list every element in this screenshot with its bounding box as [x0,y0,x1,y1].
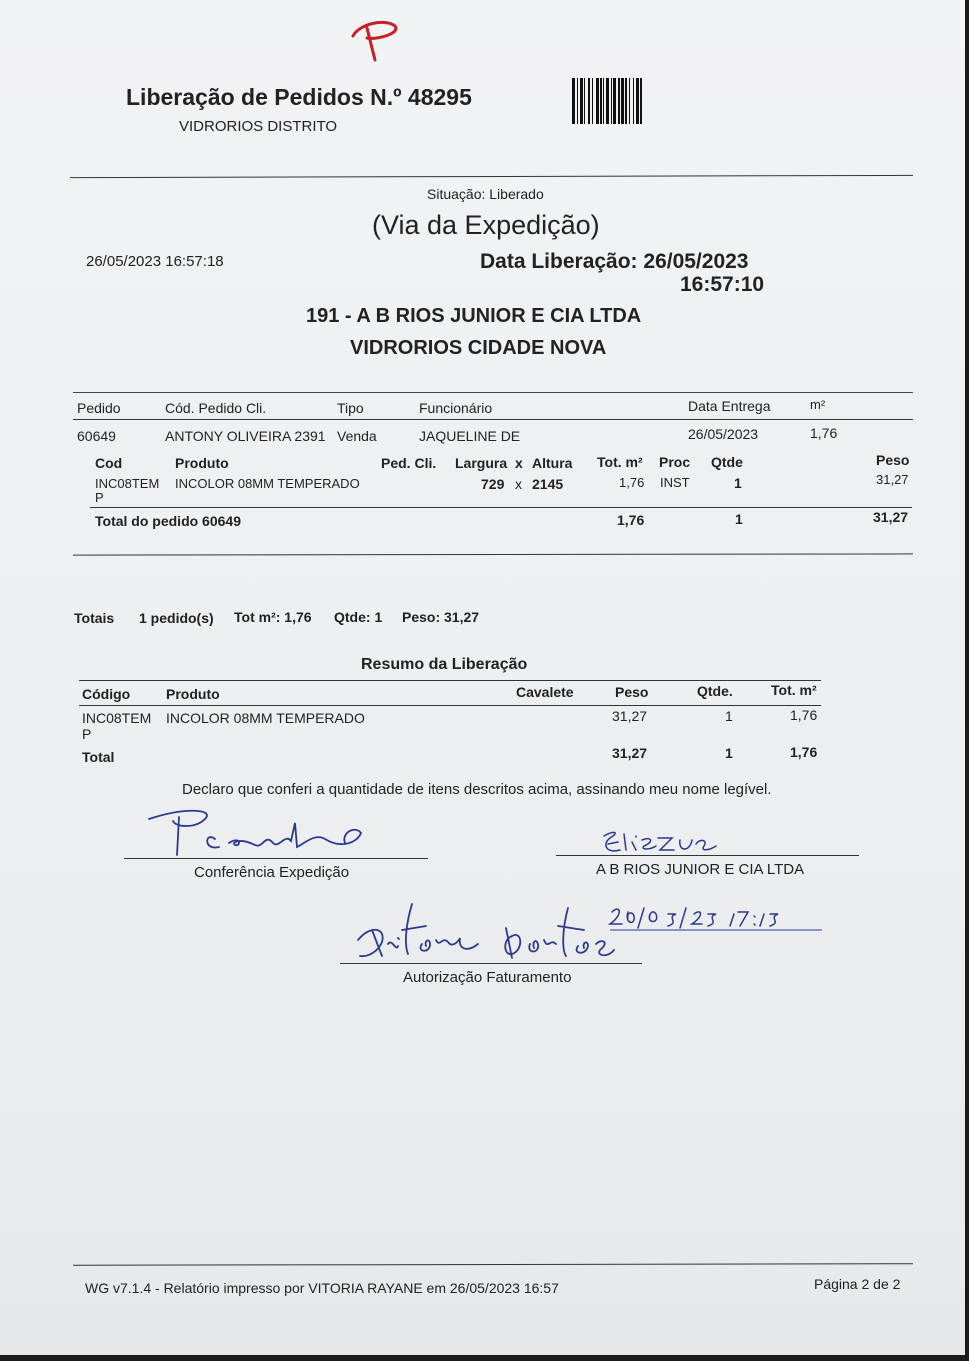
footer-printed-by: WG v7.1.4 - Relatório impresso por VITORIA RAYANE em 26/05/2023 16:57 [85,1280,559,1296]
declaration-text: Declaro que conferi a quantidade de itens descritos acima, assinando meu nome legível. [182,781,772,798]
handwritten-date [606,902,826,939]
signature-label-faturamento: Autorização Faturamento [403,969,572,986]
item-cod: INC08TEM [95,476,160,491]
order-pedido: 60649 [77,428,116,444]
col-header-cod-pedido-cli: Cód. Pedido Cli. [165,400,267,416]
order-total-peso: 31,27 [873,509,909,525]
order-total-label: Total do pedido 60649 [95,513,241,529]
order-table-top-line [73,392,913,393]
item-tot-m2: 1,76 [619,475,645,490]
order-data-entrega: 26/05/2023 [688,426,759,442]
divider-top [70,175,913,178]
totals-peso: Peso: 31,27 [402,609,480,625]
order-cod-pedido-cli: ANTONY OLIVEIRA 2391 [165,428,326,444]
summary-header-codigo: Código [82,686,131,702]
item-produto: INCOLOR 08MM TEMPERADO [175,476,360,491]
item-header-proc: Proc [659,454,691,470]
totals-label: Totais [74,610,115,626]
item-qtde: 1 [734,475,742,491]
item-x: x [515,476,522,492]
footer-page-number: Página 2 de 2 [814,1276,901,1292]
summary-header-cavalete: Cavalete [516,684,574,700]
item-largura: 729 [481,476,505,492]
totals-tot-m2: Tot m²: 1,76 [234,609,312,625]
order-funcionario: JAQUELINE DE [419,428,521,444]
item-header-largura: Largura [455,455,508,471]
item-header-tot-m2: Tot. m² [597,454,643,470]
signature-line-conferencia [124,858,428,859]
order-tipo: Venda [337,428,377,444]
barcode [572,78,720,124]
summary-qtde: 1 [725,708,733,724]
item-header-cod: Cod [95,455,123,471]
order-header-line [73,419,913,420]
summary-peso: 31,27 [612,708,648,724]
client-name: 191 - A B RIOS JUNIOR E CIA LTDA [306,305,642,327]
summary-total-tot-m2: 1,76 [790,744,818,760]
col-header-pedido: Pedido [77,400,121,416]
item-peso: 31,27 [876,472,909,487]
client-store: VIDRORIOS CIDADE NOVA [350,337,607,359]
item-header-produto: Produto [175,455,229,471]
item-header-qtde: Qtde [711,454,743,470]
col-header-data-entrega: Data Entrega [688,398,771,414]
via-label: (Via da Expedição) [372,210,600,240]
item-proc: INST [660,475,690,490]
order-total-qtde: 1 [735,511,743,527]
footer-line [73,1263,913,1265]
signature-label-conferencia: Conferência Expedição [194,864,350,881]
signature-line-faturamento [340,963,642,964]
item-header-altura: Altura [532,455,573,471]
col-header-tipo: Tipo [337,400,364,416]
signature-line-client [556,855,859,856]
summary-title: Resumo da Liberação [361,656,528,673]
summary-total-qtde: 1 [725,745,733,761]
summary-codigo: INC08TEM [82,710,152,726]
release-time: 16:57:10 [680,273,765,296]
totals-qtde: Qtde: 1 [334,609,383,625]
item-cod-cont: P [95,490,104,505]
order-total-m2: 1,76 [617,512,645,528]
summary-header-tot-m2: Tot. m² [771,682,817,698]
item-altura: 2145 [532,476,564,492]
document-title: Liberação de Pedidos N.º 48295 [126,84,472,110]
item-header-ped-cli: Ped. Cli. [381,455,437,471]
issuer-company: VIDRORIOS DISTRITO [179,118,338,135]
summary-header-produto: Produto [166,686,220,702]
situation-label: Situação: Liberado [427,186,544,202]
signature-label-client: A B RIOS JUNIOR E CIA LTDA [596,861,805,878]
summary-total-peso: 31,27 [612,745,648,761]
summary-total-label: Total [82,749,115,765]
signature-client [600,828,720,863]
totals-pedidos: 1 pedido(s) [139,610,214,626]
order-m2: 1,76 [810,425,838,441]
summary-top-line [79,680,821,681]
release-date: Data Liberação: 26/05/2023 [480,250,749,273]
summary-tot-m2: 1,76 [790,707,818,723]
summary-header-qtde: Qtde. [697,683,733,699]
summary-codigo-cont: P [82,726,92,742]
summary-header-line [79,705,821,706]
item-header-x: x [515,455,523,471]
barcode-stripe [642,78,643,124]
col-header-m2: m² [810,397,826,412]
print-timestamp: 26/05/2023 16:57:18 [86,253,224,270]
red-pen-mark [345,14,405,69]
summary-produto: INCOLOR 08MM TEMPERADO [166,710,365,726]
summary-header-peso: Peso [615,684,649,700]
order-total-line [90,507,912,508]
col-header-funcionario: Funcionário [419,400,493,416]
order-table-bottom-line [73,553,913,555]
item-header-peso: Peso [876,452,910,468]
